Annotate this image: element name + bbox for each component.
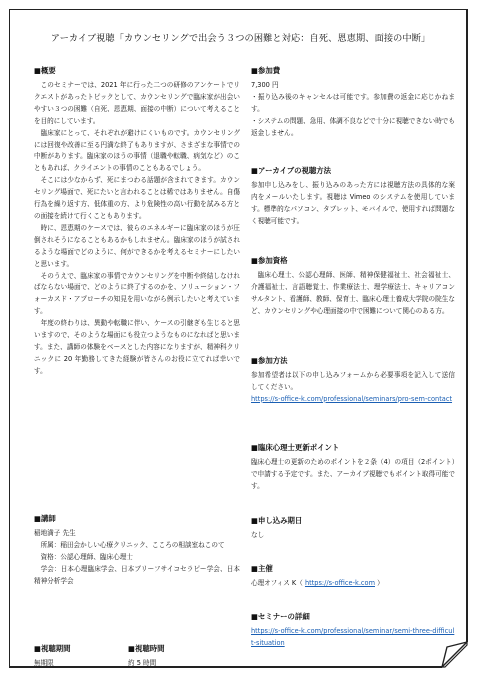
organizer-link[interactable]: https://s-office-k.com: [304, 579, 375, 587]
fee-note: ・システムの問題、急用、体調不良などで十分に視聴できない時でも返金しません。: [251, 116, 455, 137]
application-form-link[interactable]: https://s-office-k.com/professional/seminars/pro-sem-contact: [251, 394, 453, 403]
points-heading: ■臨床心理士更新ポイント: [251, 443, 340, 452]
points-section: [251, 443, 455, 493]
instructor-name: 稲地満子 先生: [34, 529, 76, 537]
overview-paragraph: 年度の終わりは、異動や転職に伴い、ケースの引継ぎも生じると思いますので、そのような場面にも役立つようなものになればと思います。また、講師の体験をベースとした内容になりますが、精神科クリニックに 20 年勤務してきた経験が皆さんのお役に立てれば幸いです。: [34, 319, 240, 375]
viewing-duration-value: 約 5 時間: [128, 659, 157, 667]
points-text: 臨床心理士の更新のためのポイントを２条（4）の項目（2ポイント）で申請する予定です。また、アーカイブ視聴でもポイント取得可能です。: [251, 458, 455, 490]
viewing-period-heading: ■視聴期間: [34, 644, 71, 653]
eligibility-heading: ■参加資格: [251, 256, 288, 265]
page-border-bottom: [9, 666, 442, 668]
details-link[interactable]: https://s-office-k.com/professional/seminar/semi-three-difficult-situation: [251, 627, 455, 647]
overview-heading: ■概要: [34, 66, 56, 75]
application-section: [251, 356, 455, 406]
application-text: 参加希望者は以下の申し込みフォームから必要事項を記入して送信してください。: [251, 371, 455, 391]
method-section: [251, 166, 455, 228]
instructor-affiliation: 所属：稲田会かしい心療クリニック、こころの相談室ねこのて: [40, 540, 225, 549]
details-section: [251, 612, 455, 650]
method-text: 参加申し込みをし、振り込みのあった方には視聴方法の具体的な案内をメールいたします。視聴は Vimeo のシステムを使用しています。標準的なパソコン、タブレット、モバイルで、使用すれば問題なく視聴可能です。: [251, 181, 455, 225]
fee-note: ・振り込み後のキャンセルは可能です。参加費の返金に応じかねます。: [251, 92, 455, 113]
deadline-value: なし: [251, 531, 265, 539]
organizer-prefix: 心理オフィス K（: [251, 579, 305, 587]
overview-paragraph: 時に、恩恵期のケースでは、彼らのエネルギーに臨床家のほうが圧倒されそうになることもあるかもしれません。臨床家のほうが試されるような場面でどのように、何ができるかを考えるセミナーにしたいと思います。: [34, 223, 240, 268]
viewing-duration: [128, 644, 165, 670]
overview-paragraph: そのうえで、臨床家の事情でカウンセリングを中断や終結しなければならない場面で、どのように終了するのかを、ソリューション・フォーカスド・アプローチの知見を用いながら例示したいと考えています。: [34, 271, 240, 316]
method-heading: ■アーカイブの視聴方法: [251, 166, 332, 175]
details-heading: ■セミナーの詳細: [251, 612, 310, 621]
overview-paragraph: そこには少なからず、死にまつわる話題が含まれてきます。カウンセリング場面で、死にたいと言われることは稀ではありません。自傷行為を繰り返す方、低体重の方、より危険性の高い行動を試みる方との面接を続けて行くこともあります。: [34, 176, 240, 220]
instructor-section: [34, 514, 240, 588]
organizer-suffix: ）: [375, 579, 384, 587]
overview-section: [34, 66, 240, 378]
organizer-heading: ■主催: [251, 564, 273, 573]
fee-amount: 7,300 円: [251, 81, 279, 89]
overview-paragraph: 臨床家にとって、それぞれが避けにくいものです。カウンセリングには回復や改善に至る円満な終了もありますが、さまざまな事情での中断があります。臨床家のほうの事情（退職や転職、病気など）のこともあれば、クライエントの事情のこともあるでしょう。: [34, 128, 240, 173]
fee-heading: ■参加費: [251, 66, 281, 75]
instructor-societies: 学会：日本心理臨床学会、日本ブリーフサイコセラピー学会、日本精神分析学会: [34, 564, 240, 585]
fee-section: [251, 66, 455, 140]
organizer-section: [251, 564, 455, 590]
page-title: アーカイブ視聴「カウンセリングで出会う３つの困難と対応：自死、恩恵期、面接の中断」: [50, 33, 431, 44]
organizer-line: [251, 578, 455, 590]
eligibility-section: [251, 256, 455, 318]
overview-paragraph: このセミナーでは、2021 年に行った二つの研修のアンケートでリクエストがあったトピックとして、カウンセリングで臨床家が出会いやすい３つの困難（自死、恩恵期、面接の中断）について考えることを目的にしています。: [34, 81, 240, 125]
eligibility-text: 臨床心理士、公認心理師、医師、精神保健福祉士、社会福祉士、介護福祉士、言語聴覚士、作業療法士、理学療法士、キャリアコンサルタント、看護師、教師、保育士、臨床心理士養成大学院の院生など、カウンセリングや心理面接の中で困難について関心のある方。: [251, 271, 455, 315]
viewing-period-value: 無期限: [34, 659, 54, 667]
instructor-heading: ■講師: [34, 514, 56, 523]
deadline-heading: ■申し込み期日: [251, 516, 303, 525]
instructor-qualifications: 資格：公認心理師、臨床心理士: [40, 552, 133, 561]
viewing-duration-heading: ■視聴時間: [128, 644, 165, 653]
deadline-section: [251, 516, 455, 542]
application-heading: ■参加方法: [251, 356, 288, 365]
viewing-period: [34, 644, 71, 670]
page-border-right: [466, 9, 468, 642]
